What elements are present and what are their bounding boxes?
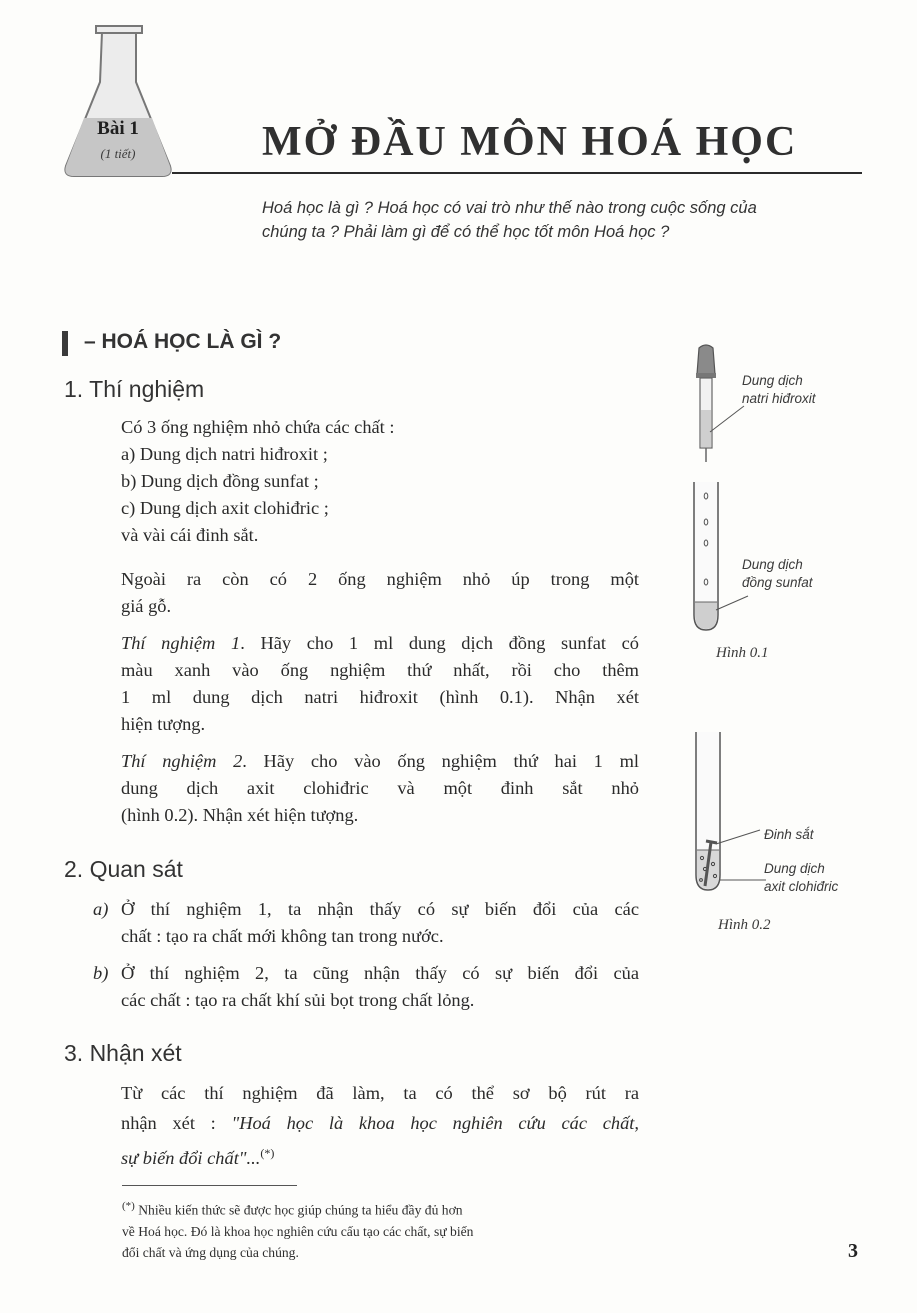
section-heading: – HOÁ HỌC LÀ GÌ ?: [84, 330, 282, 353]
page-title: MỞ ĐẦU MÔN HOÁ HỌC: [262, 119, 798, 165]
figure-2-label-nail: Đinh sắt: [764, 827, 814, 842]
footnote-divider: [122, 1185, 297, 1186]
text-line: [122, 1196, 640, 1221]
text-span: Ở thí nghiệm 1, ta nhận thấy có sự biến đổi của các: [121, 899, 639, 919]
observation-a: [93, 896, 639, 950]
subheading-observation: 2. Quan sát: [64, 856, 183, 882]
title-divider: [172, 172, 862, 174]
label-line: Dung dịch: [764, 861, 825, 876]
text-line: [121, 1108, 639, 1138]
experiment-2-label: Thí nghiệm 2: [121, 751, 243, 771]
subheading-experiment: 1. Thí nghiệm: [64, 376, 205, 402]
test-tube-nail-icon: [696, 732, 720, 890]
list-marker: b): [93, 963, 109, 983]
text-line: Có 3 ống nghiệm nhỏ chứa các chất :: [121, 417, 395, 437]
text-line: giá gỗ.: [121, 596, 172, 616]
figure-1-caption: Hình 0.1: [716, 645, 769, 661]
list-item: b) Dung dịch đồng sunfat ;: [121, 471, 319, 491]
text-span: Nhiều kiến thức sẽ được học giúp chúng ta hiểu đầy đủ hơn: [134, 1202, 463, 1218]
page-number: 3: [848, 1240, 858, 1262]
definition-quote: "Hoá học là khoa học nghiên cứu các chất,: [231, 1113, 639, 1133]
footnote: [122, 1196, 640, 1263]
experiment-1-label: Thí nghiệm 1: [121, 633, 241, 653]
text-line: về Hoá học. Đó là khoa học nghiên cứu cấu tạo các chất, sự biến: [122, 1223, 474, 1239]
label-line: axit clohiđric: [764, 879, 839, 894]
text-line: [121, 748, 639, 775]
figure-1-label-dropper: [742, 372, 816, 408]
paragraph-experiment-2: [121, 748, 639, 829]
lesson-number: Bài 1: [97, 118, 139, 139]
text-line: và vài cái đinh sắt.: [121, 525, 259, 545]
text-line: 1 ml dung dịch natri hiđroxit (hình 0.1). Nhận xét: [121, 687, 639, 707]
text-line: (hình 0.2). Nhận xét hiện tượng.: [121, 805, 359, 825]
text-line: [121, 630, 639, 657]
text-line: đổi chất và ứng dụng của chúng.: [122, 1244, 299, 1260]
text-line: [93, 960, 639, 987]
list-item: c) Dung dịch axit clohiđric ;: [121, 498, 329, 518]
text-span: Ở thí nghiệm 2, ta cũng nhận thấy có sự biến đổi của: [121, 963, 639, 983]
label-line: Dung dịch: [742, 373, 803, 388]
label-line: natri hiđroxit: [742, 391, 816, 406]
intro-line: Hoá học là gì ? Hoá học có vai trò như thế nào trong cuộc sống của: [262, 199, 757, 217]
list-marker: a): [93, 899, 109, 919]
label-line: đồng sunfat: [742, 575, 813, 590]
label-line: Dung dịch: [742, 557, 803, 572]
conclusion-paragraph: [121, 1078, 639, 1173]
observation-b: [93, 960, 639, 1014]
footnote-mark: (*): [122, 1200, 135, 1212]
text-line: các chất : tạo ra chất khí sủi bọt trong chất lỏng.: [121, 990, 475, 1010]
text-line: [93, 896, 639, 923]
paragraph-rack: [121, 566, 639, 620]
text-span: . Hãy cho vào ống nghiệm thứ hai 1 ml: [242, 751, 639, 771]
figure-1-label-tube: [742, 556, 813, 592]
definition-quote: sự biến đổi chất"...: [121, 1148, 261, 1169]
intro-text: [262, 196, 872, 244]
text-line: hiện tượng.: [121, 714, 206, 734]
list-item: a) Dung dịch natri hiđroxit ;: [121, 444, 328, 464]
dropper-icon: [696, 345, 716, 462]
text-line: dung dịch axit clohiđric và một đinh sắt nhỏ: [121, 778, 639, 798]
test-tube-icon: [694, 482, 718, 630]
text-span: nhận xét :: [121, 1113, 232, 1133]
section-number-bar: [62, 331, 68, 356]
text-line: màu xanh vào ống nghiệm thứ nhất, rồi cho thêm: [121, 660, 639, 680]
intro-line: chúng ta ? Phải làm gì để có thể học tốt môn Hoá học ?: [262, 223, 670, 241]
paragraph-experiment-1: [121, 630, 639, 738]
figure-2-caption: Hình 0.2: [718, 917, 771, 933]
text-span: . Hãy cho 1 ml dung dịch đồng sunfat có: [240, 633, 639, 653]
text-line: chất : tạo ra chất mới không tan trong nước.: [121, 926, 444, 946]
text-line: [121, 1138, 639, 1173]
footnote-marker: (*): [260, 1146, 275, 1160]
lesson-duration: (1 tiết): [100, 146, 136, 161]
subheading-conclusion: 3. Nhận xét: [64, 1040, 182, 1066]
figure-2-label-acid: [764, 860, 838, 896]
experiment-materials: [121, 414, 639, 549]
text-line: Từ các thí nghiệm đã làm, ta có thể sơ bộ rút ra: [121, 1083, 639, 1103]
text-line: Ngoài ra còn có 2 ống nghiệm nhỏ úp trong một: [121, 569, 639, 589]
